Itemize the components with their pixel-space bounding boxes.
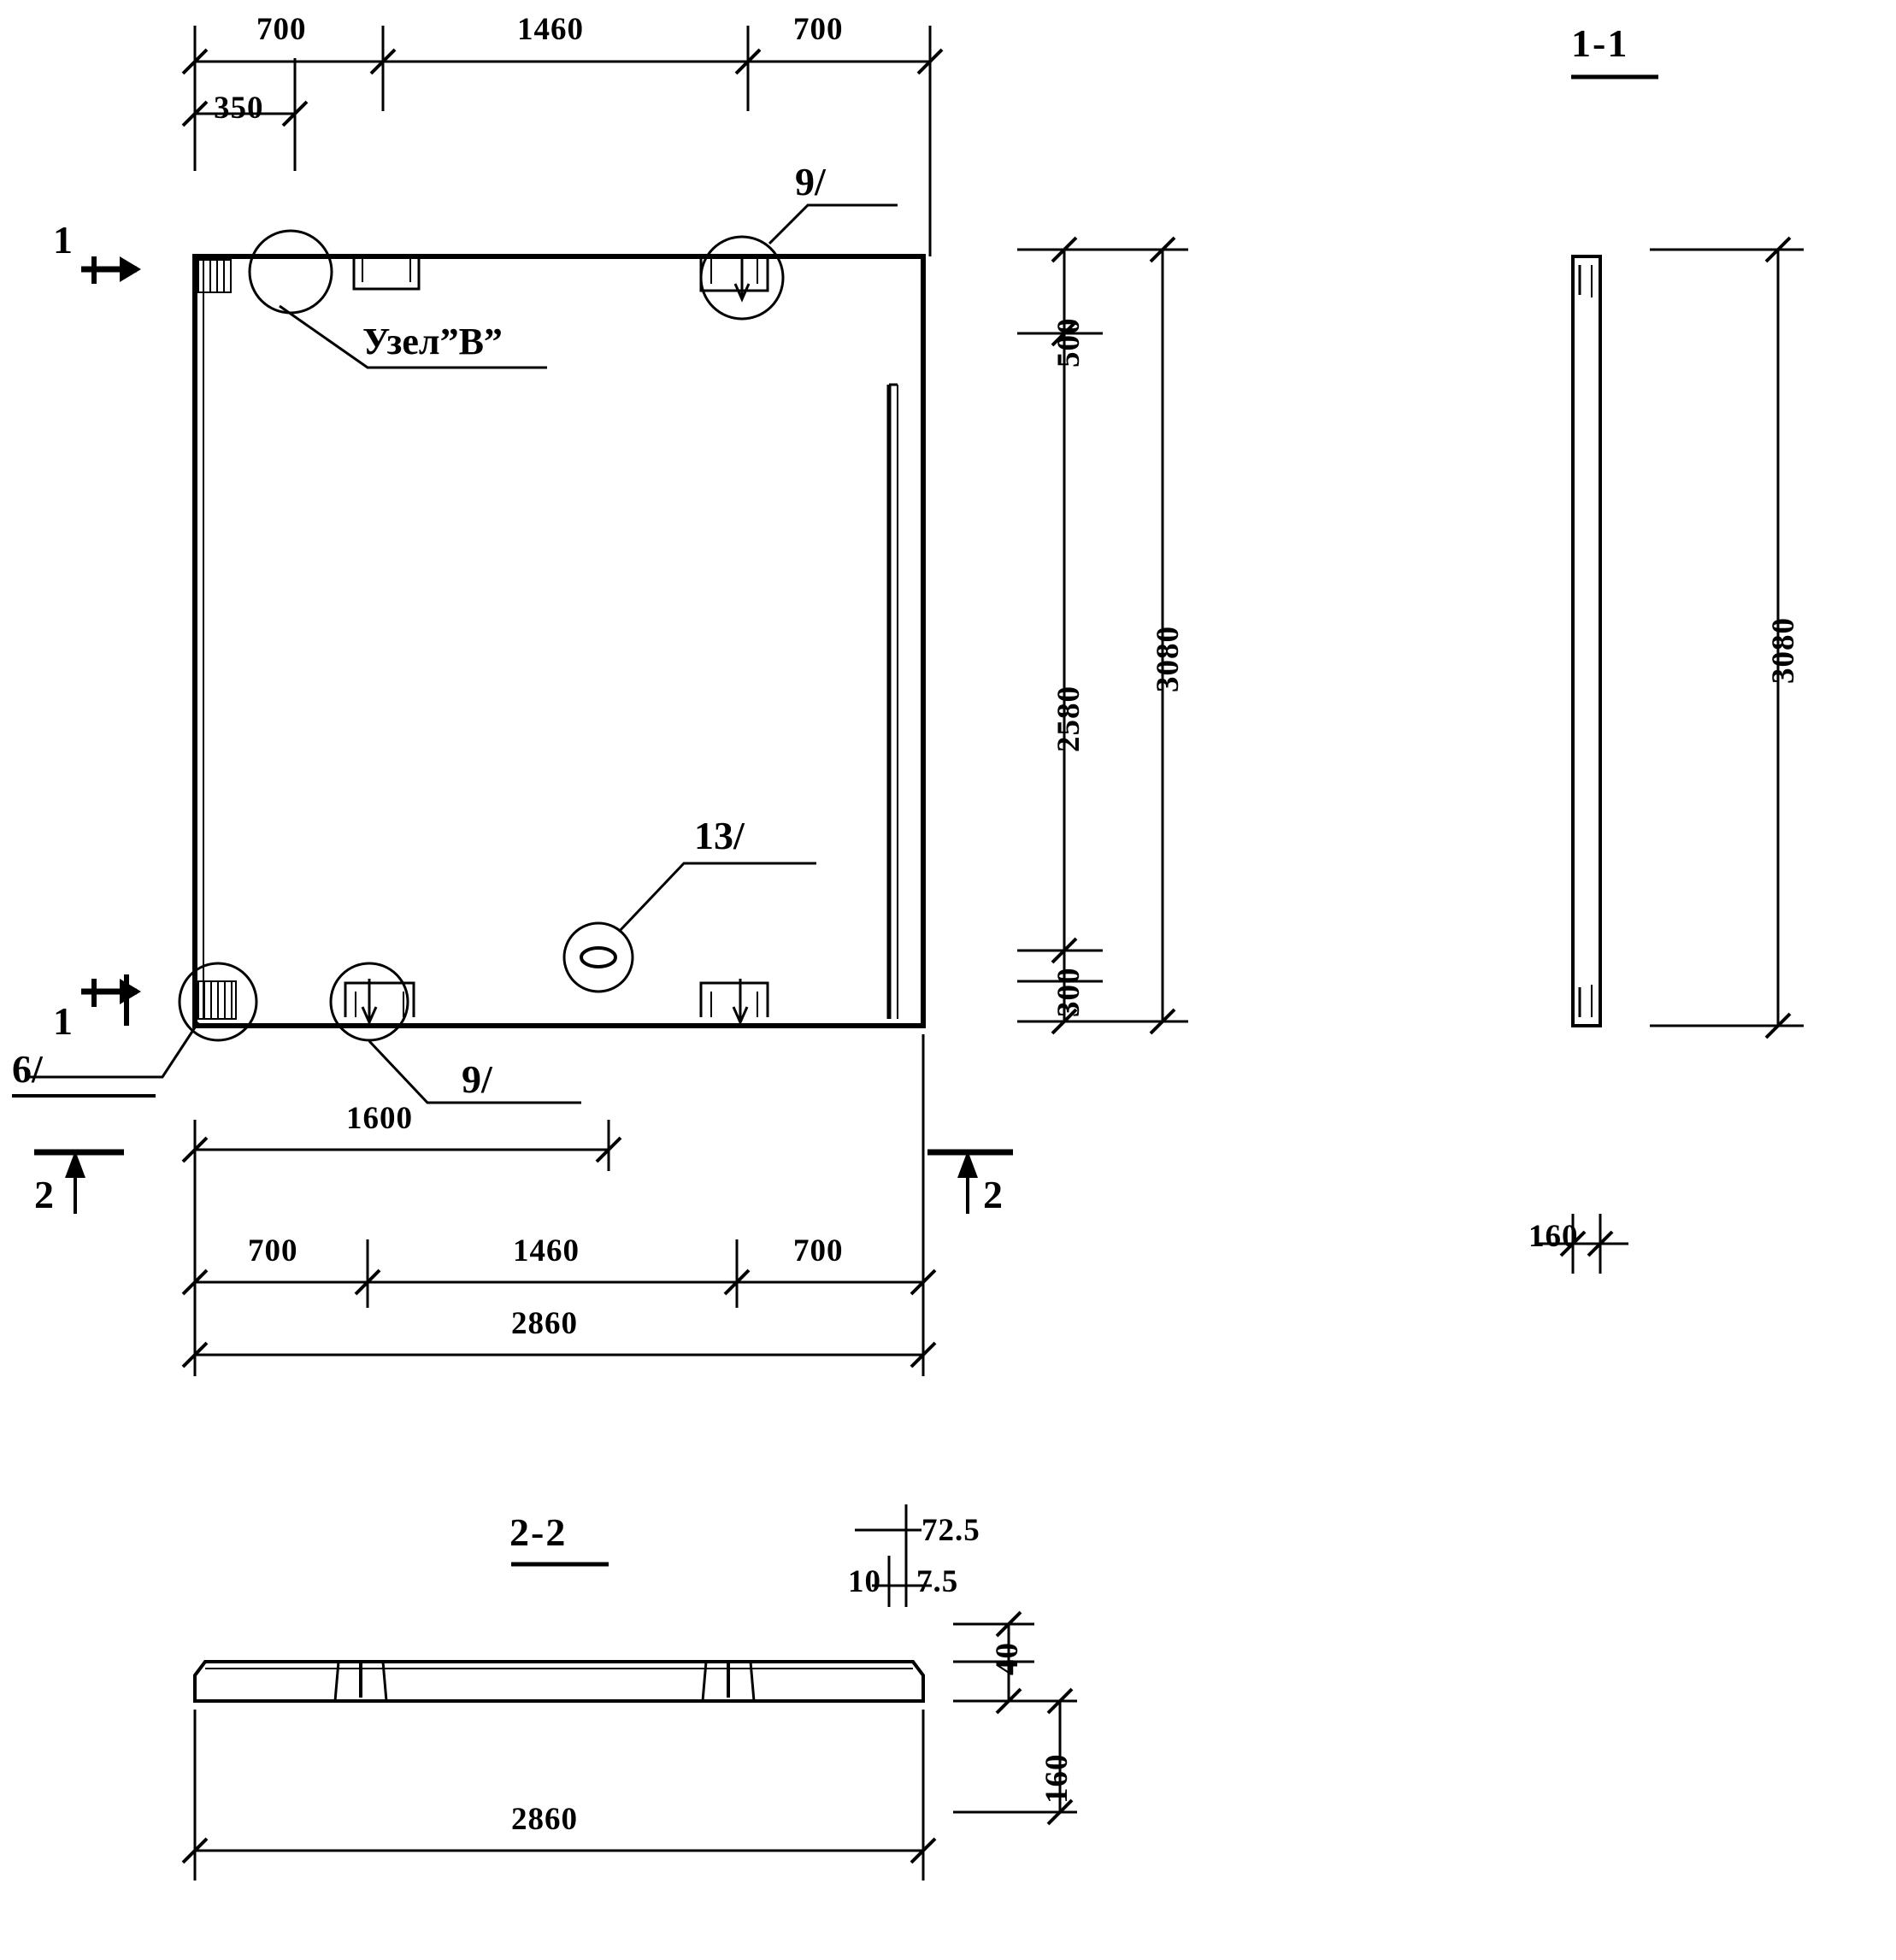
dim-section2-10: 10 [848,1564,881,1599]
dim-section2-40: 40 [990,1642,1025,1675]
dim-plan-1600: 1600 [346,1101,413,1136]
callout-13: 13/ [694,814,745,857]
callout-9-top: 9/ [795,160,826,203]
dim-section2-72-5: 72.5 [922,1513,980,1548]
dim-plan-300: 300 [1051,967,1086,1017]
node-label-v: Узел”В” [362,321,503,362]
title-section-2-2: 2‑2 [509,1510,568,1554]
section-mark-1-top: 1 [53,218,73,262]
dim-section1-160: 160 [1528,1219,1579,1254]
dim-plan-2860: 2860 [511,1306,578,1341]
callout-6: 6/ [12,1047,43,1091]
dim-plan-2580: 2580 [1051,686,1086,752]
dim-section2-160: 160 [1039,1753,1075,1804]
dim-plan-500: 500 [1051,317,1086,368]
dim-plan-bottom-700-left: 700 [248,1233,298,1268]
dim-plan-top-350: 350 [214,91,264,126]
dim-plan-bottom-1460: 1460 [513,1233,580,1268]
dim-plan-top-700-right: 700 [793,12,844,47]
dim-section2-7-5: 7.5 [916,1564,959,1599]
dim-section2-2860: 2860 [511,1802,578,1837]
section-mark-1-bottom: 1 [53,999,73,1043]
dim-section1-3080: 3080 [1766,617,1801,684]
section-mark-2-left: 2 [34,1173,54,1216]
dim-plan-top-700-left: 700 [256,12,307,47]
dim-plan-top-1460: 1460 [517,12,584,47]
section-mark-2-right: 2 [983,1173,1003,1216]
dim-plan-bottom-700-right: 700 [793,1233,844,1268]
dim-plan-3080: 3080 [1151,626,1186,692]
title-section-1-1: 1‑1 [1571,21,1629,65]
callout-9-bottom: 9/ [462,1057,492,1101]
